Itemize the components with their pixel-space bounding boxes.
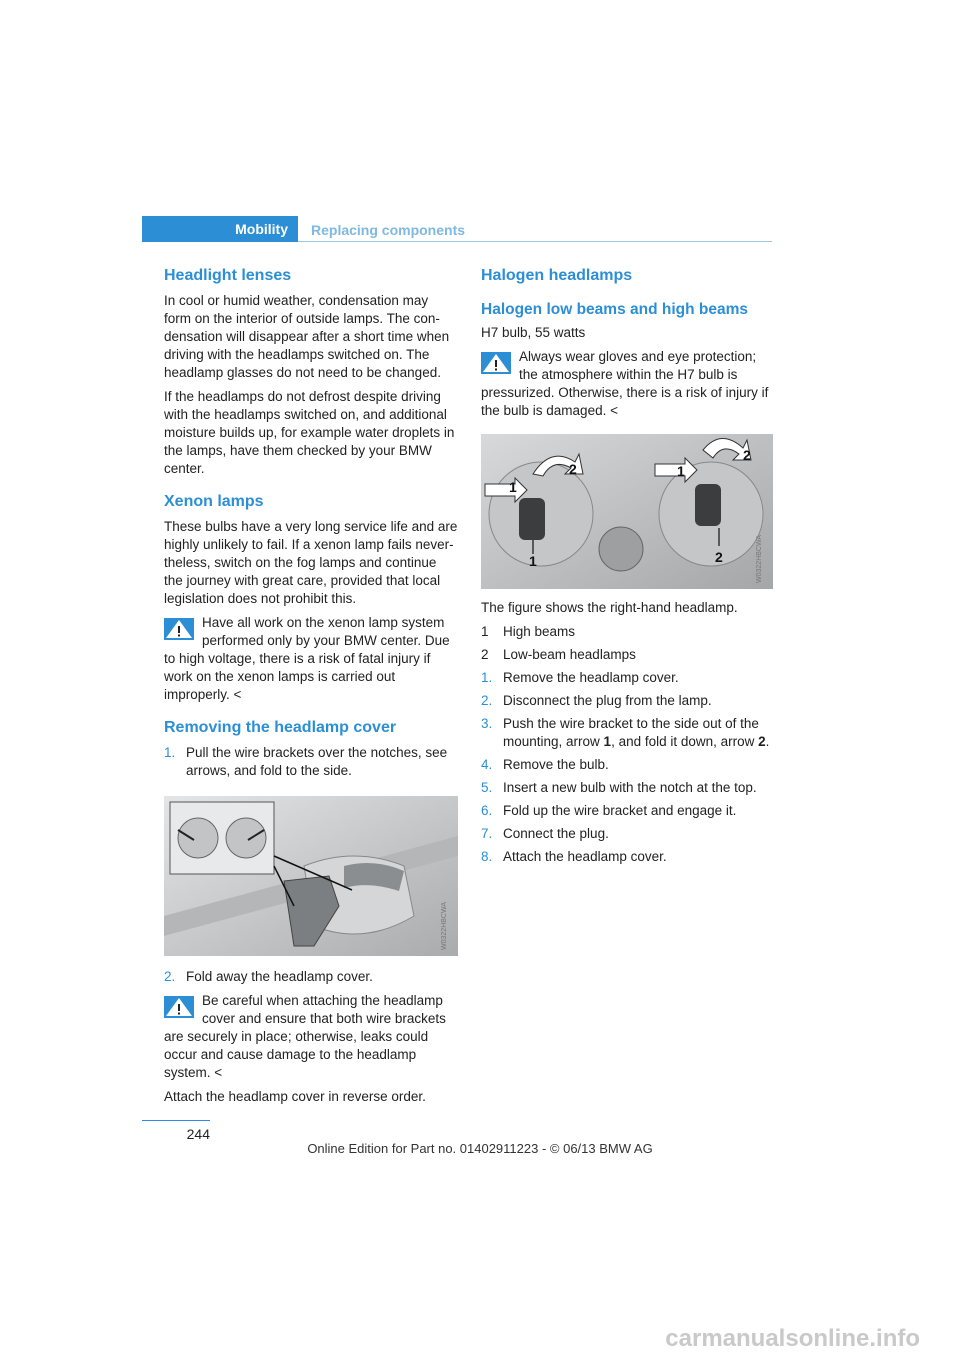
- reverse-order-text: Attach the headlamp cover in reverse order.: [164, 1089, 426, 1104]
- watermark: carmanualsonline.info: [665, 1325, 920, 1352]
- cover-warning-text: Be careful when attaching the headlamp cover and ensure that both wire brackets are securely in place; otherwise, leaks could occur and cause damage to the headlamp system.: [164, 993, 446, 1080]
- headlight-lenses-p1: In cool or humid weather, condensation may form on the interior of outside lamps. The con-densation will disappear after a short time when driving with the headlamps switched on. The headlamp glasses do not need to be changed.: [164, 293, 450, 380]
- figure-label-2: 2: [569, 461, 577, 477]
- list-item: 7. Connect the plug.: [481, 826, 609, 841]
- headlamp-cover-figure: [164, 796, 458, 956]
- list-item: 2. Fold away the headlamp cover.: [164, 969, 373, 984]
- beams-heading: Halogen low beams and high beams: [481, 301, 748, 318]
- bulb-warning-text: Always wear gloves and eye protection; the atmosphere within the H7 bulb is pressurized. Otherwise, there is a risk of injury if the bulb is damaged.: [481, 349, 769, 418]
- warning-icon: [481, 352, 511, 374]
- page-number-rule: [142, 1120, 210, 1121]
- xenon-warning: [164, 614, 458, 704]
- legend-item: 2 Low-beam headlamps: [481, 647, 636, 662]
- end-mark: <: [610, 403, 618, 418]
- xenon-heading: Xenon lamps: [164, 493, 264, 510]
- xenon-p1: These bulbs have a very long service life and are highly unlikely to fail. If a xenon lamp fails never-theless, switch on the fog lamps and continue the journey with great care, provided that local legislation does not prohibit this.: [164, 519, 458, 606]
- figure-caption: The figure shows the right-hand headlamp.: [481, 600, 738, 615]
- list-item: 4. Remove the bulb.: [481, 757, 609, 772]
- cover-warning: [164, 992, 458, 1082]
- figure-code: W0322HBCWA: [441, 902, 448, 950]
- figure-label-1: 1: [529, 553, 537, 569]
- warning-icon: [164, 618, 194, 640]
- figure-label-2: 2: [743, 447, 751, 463]
- header-rule: [298, 241, 772, 242]
- bulb-warning: [481, 348, 773, 420]
- bulb-spec: H7 bulb, 55 watts: [481, 325, 586, 340]
- page-number: 244: [186, 1126, 210, 1142]
- list-item: 8. Attach the headlamp cover.: [481, 849, 667, 864]
- list-item: 5. Insert a new bulb with the notch at the top.: [481, 780, 757, 795]
- halogen-bulb-figure: [481, 434, 773, 589]
- figure-label-1: 1: [509, 479, 517, 495]
- chapter-label: Mobility: [235, 221, 288, 237]
- list-item: 2. Disconnect the plug from the lamp.: [481, 693, 712, 708]
- chapter-tab: [142, 216, 298, 242]
- list-item: 1. Pull the wire brackets over the notches, see arrows, and fold to the side.: [164, 745, 448, 778]
- removing-cover-heading: Removing the headlamp cover: [164, 719, 397, 736]
- figure-code: W0322HBCWA: [756, 535, 763, 583]
- end-mark: <: [233, 687, 242, 702]
- legend-item: 1 High beams: [481, 624, 576, 639]
- end-mark: <: [214, 1065, 223, 1080]
- warning-icon: [164, 996, 194, 1018]
- list-item: 3. Push the wire bracket to the side out of the mounting, arrow 1, and fold it down, arrow 2.: [481, 716, 770, 749]
- halogen-heading: Halogen headlamps: [481, 267, 633, 284]
- section-title: Replacing components: [311, 222, 466, 238]
- list-item: 6. Fold up the wire bracket and engage it.: [481, 803, 737, 818]
- headlight-lenses-heading: Headlight lenses: [164, 267, 292, 284]
- footer-text: Online Edition for Part no. 01402911223 - © 06/13 BMW AG: [307, 1141, 653, 1156]
- figure-label-1: 1: [677, 463, 685, 479]
- right-column: [481, 266, 773, 872]
- list-item: 1. Remove the headlamp cover.: [481, 670, 679, 685]
- figure-label-2: 2: [715, 549, 723, 565]
- xenon-warning-text: Have all work on the xenon lamp system performed only by your BMW center. Due to high voltage, there is a risk of fatal injury if work on the xenon lamps is carried out improperly.: [164, 615, 450, 702]
- left-column: [164, 266, 458, 1112]
- headlight-lenses-p2: If the headlamps do not defrost despite driving with the headlamps switched on, and additional moisture builds up, for example water droplets in the lamps, have them checked by your BMW center.: [164, 389, 455, 476]
